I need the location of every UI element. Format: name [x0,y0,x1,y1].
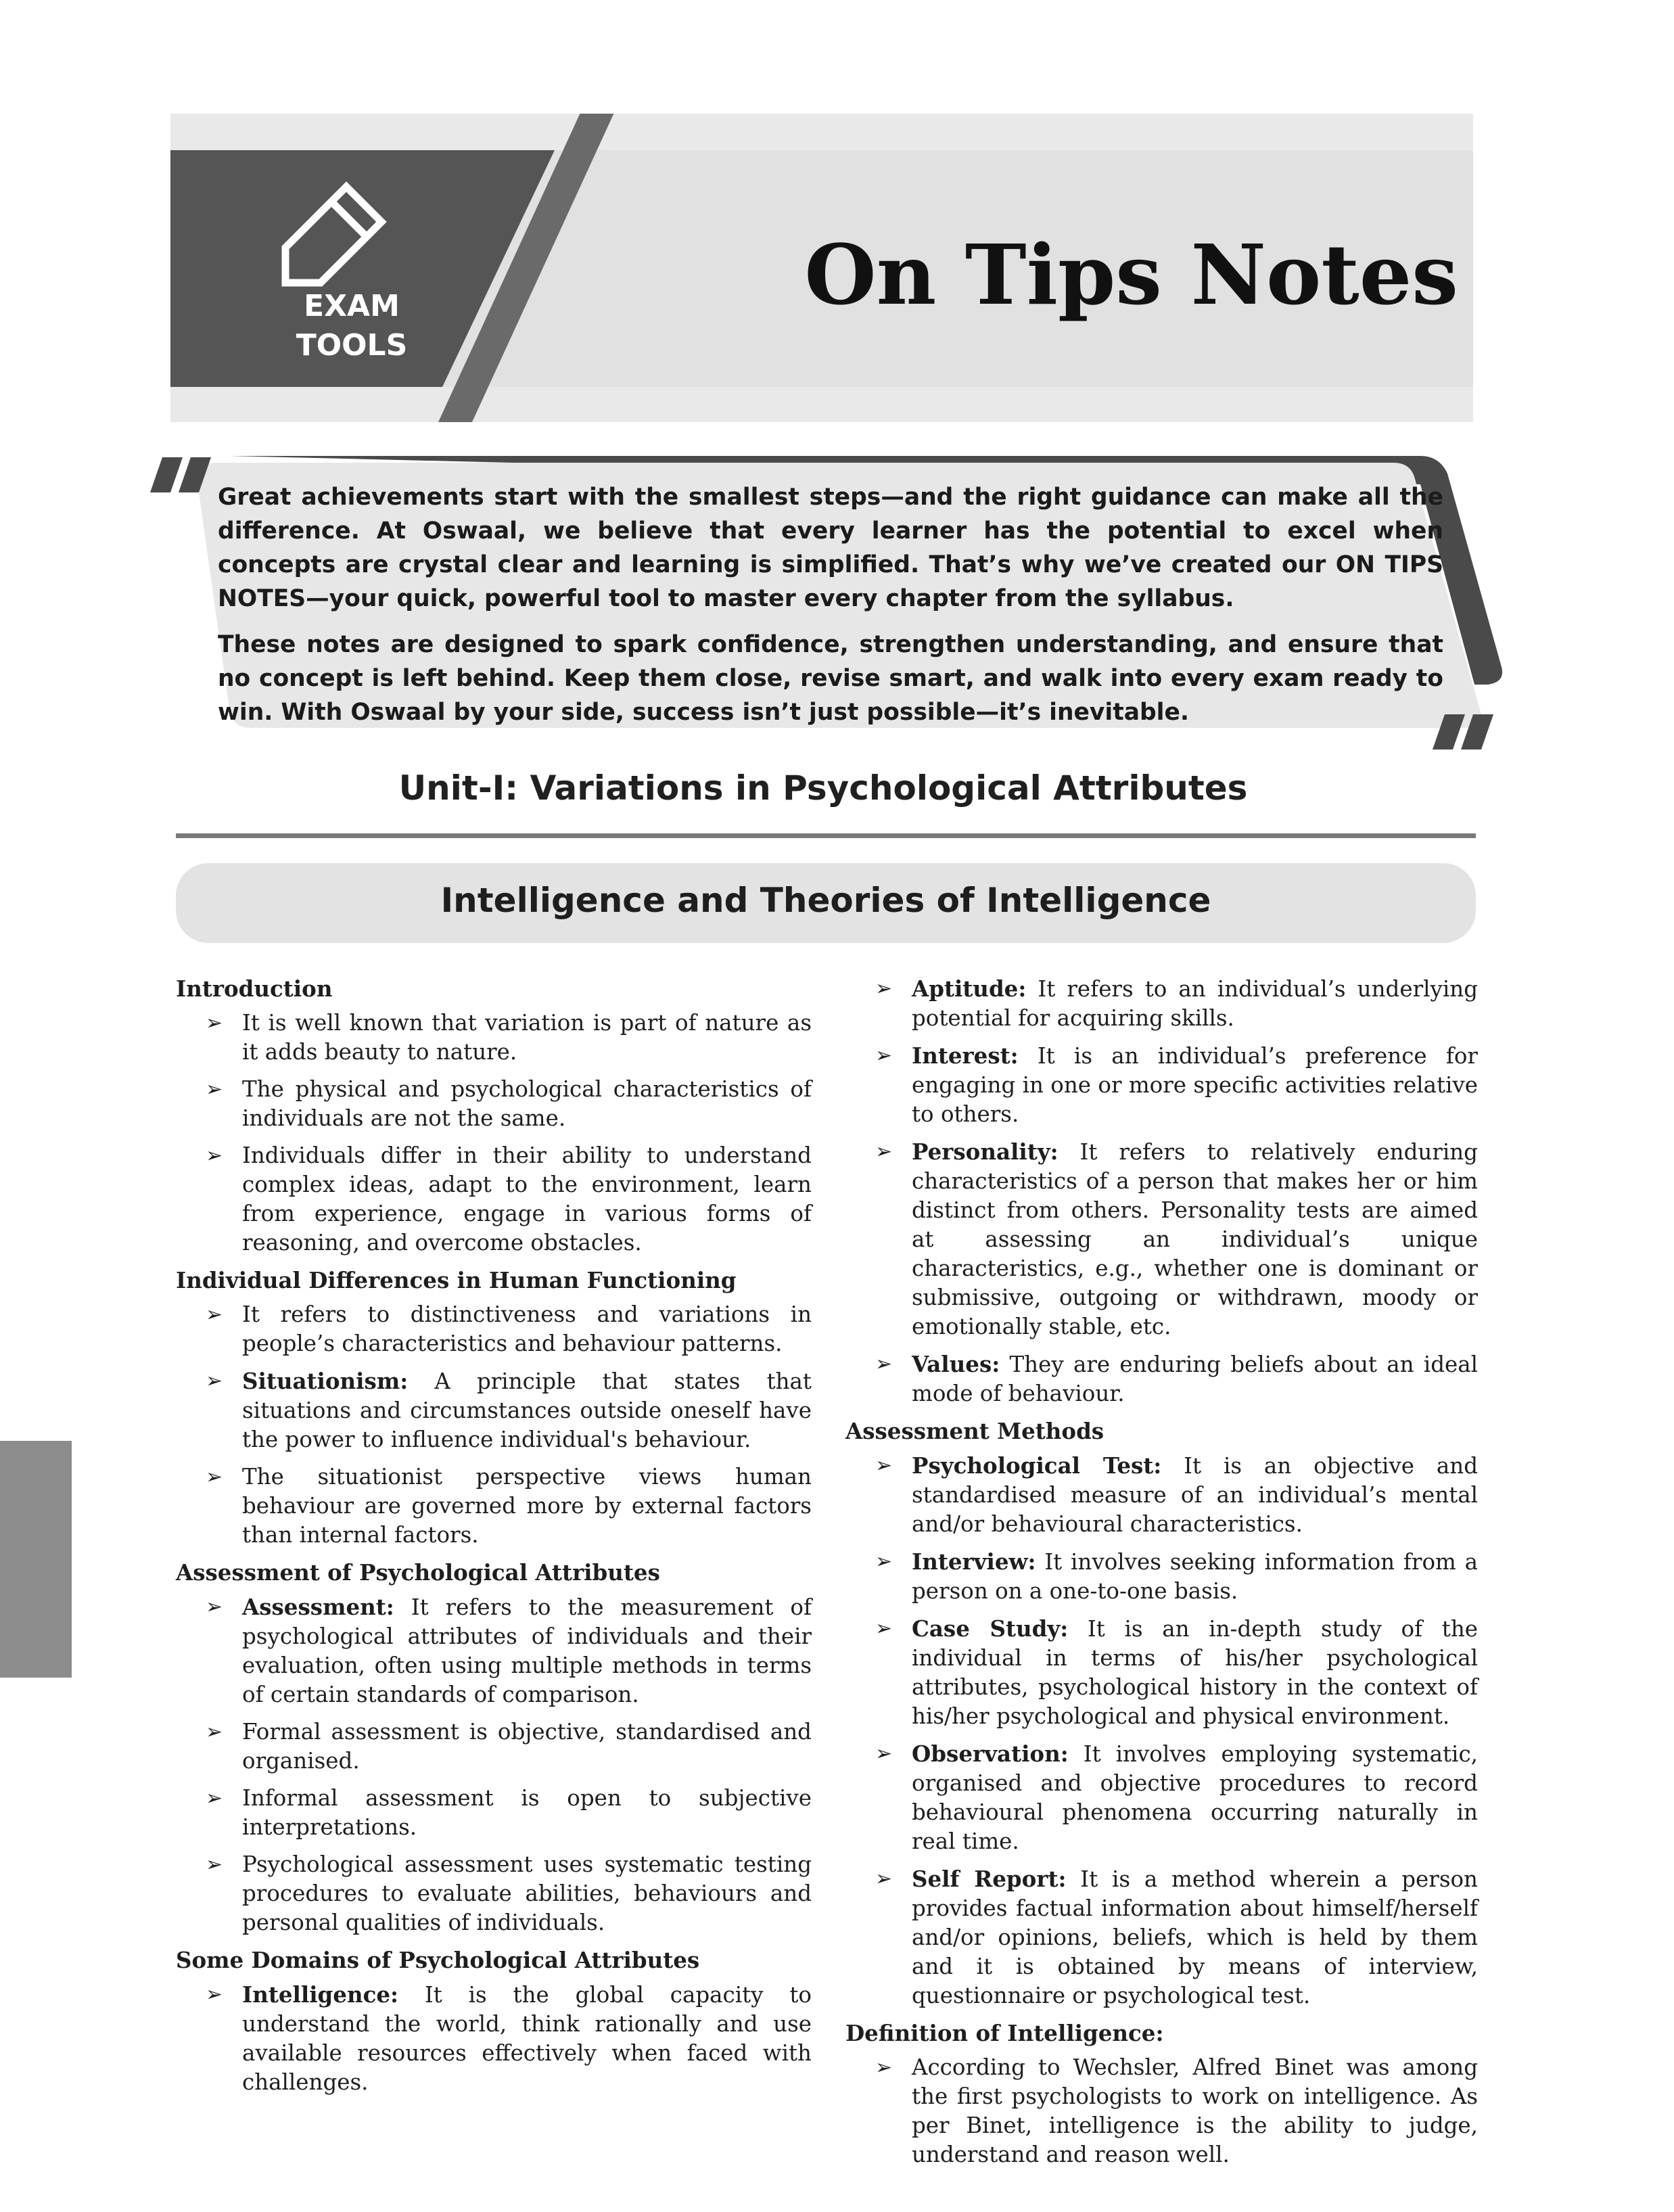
term-label: Psychological Test: [912,1452,1162,1479]
arrow-bullet-icon: ➢ [206,1078,223,1101]
arrow-bullet-icon: ➢ [875,1454,893,1477]
list-item [845,1350,1478,1408]
term-label: Case Study: [912,1615,1069,1642]
bullet-list [176,1592,812,1937]
list-item [845,1864,1478,2010]
list-item [176,1592,812,1709]
arrow-bullet-icon: ➢ [875,1867,893,1891]
item-text: It is an objective and standardised measure of an individual’s mental and/or behavioural characteristics. [912,1453,1478,1537]
term-label: Interest: [912,1042,1019,1069]
left-column [176,974,812,2105]
arrow-bullet-icon: ➢ [206,1853,223,1876]
item-text: It involves employing systematic, organised and objective procedures to record behavioural phenomena occurring naturally in real time. [912,1741,1478,1854]
list-item [176,1462,812,1550]
exam-tools-badge: EXAM TOOLS [296,289,408,363]
subsection-heading: Some Domains of Psychological Attributes [176,1947,700,1973]
item-text: Formal assessment is objective, standardised and organised. [242,1719,812,1774]
item-text: They are enduring beliefs about an ideal mode of behaviour. [912,1352,1478,1406]
bullet-list [176,1009,812,1258]
list-item [845,1451,1478,1539]
arrow-bullet-icon: ➢ [875,2056,893,2079]
list-item [176,1009,812,1067]
item-text: It is the global capacity to understand the world, think rationally and use available resources effectively when faced with challenges. [242,1982,812,2095]
term-label: Personality: [912,1138,1059,1165]
arrow-bullet-icon: ➢ [206,1303,223,1327]
subsection-heading: Assessment of Psychological Attributes [176,1559,660,1586]
item-text: It refers to the measurement of psychological attributes of individuals and their evaluation, often using multiple methods in terms of certain standards of comparison. [242,1594,812,1707]
arrow-bullet-icon: ➢ [206,1369,223,1393]
term-label: Values: [912,1351,1000,1377]
item-text: It is an individual’s preference for engaging in one or more specific activities relative to others. [912,1043,1478,1127]
term-label: Situationism: [242,1368,409,1394]
item-text: Individuals differ in their ability to understand complex ideas, adapt to the environment, learn from experience, engage in various forms of reasoning, and overcome obstacles. [242,1143,812,1255]
page-title: On Tips Notes [804,226,1458,323]
bullet-list [176,1300,812,1550]
arrow-bullet-icon: ➢ [206,1787,223,1810]
list-item [176,1718,812,1776]
section-title: Intelligence and Theories of Intelligence [440,881,1211,920]
bullet-list [845,2053,1478,2169]
intro-paragraph: These notes are designed to spark confidence, strengthen understanding, and ensure that no concept is left behind. Keep them close, revise smart, and walk into every exam ready to win. With Oswaal by your side, success isn’t just possible—it’s inevitable. [218,631,1443,726]
item-text: It is well known that variation is part of nature as it adds beauty to nature. [242,1010,812,1065]
item-text: Psychological assessment uses systematic testing procedures to evaluate abilities, behaviours and personal qualities of individuals. [242,1851,812,1935]
list-item [845,1137,1478,1341]
arrow-bullet-icon: ➢ [875,977,893,1000]
item-text: It refers to relatively enduring characteristics of a person that makes her or him distinct from others. Personality tests are aimed at assessing an individual’s unique characteristics, e.g., whether one is dominant or submissive, outgoing or withdrawn, moody or emotionally stable, etc. [912,1139,1478,1339]
term-label: Self Report: [912,1866,1067,1892]
list-item [176,1300,812,1358]
subsection-heading: Individual Differences in Human Functioning [176,1267,737,1293]
item-text: It is an in-depth study of the individual in terms of his/her psychological attributes, psychological history in the context of his/her psychological and physical environment. [912,1616,1478,1729]
list-item [176,1784,812,1842]
list-item [176,1366,812,1454]
unit-divider [176,833,1476,838]
item-text: It refers to an individual’s underlying potential for acquiring skills. [912,976,1478,1031]
item-text: The physical and psychological characteristics of individuals are not the same. [242,1076,812,1131]
arrow-bullet-icon: ➢ [875,1352,893,1376]
item-text: According to Wechsler, Alfred Binet was among the first psychologists to work on intelligence. As per Binet, intelligence is the ability to judge, understand and reason well. [912,2054,1478,2167]
subsection-heading: Assessment Methods [845,1418,1105,1444]
intro-text [218,480,1443,741]
list-item [845,2053,1478,2169]
list-item [176,1980,812,2097]
list-item [845,1739,1478,1856]
term-label: Intelligence: [242,1981,399,2008]
item-text: It is a method wherein a person provides factual information about himself/herself and/or opinions, beliefs, which is held by them and it is obtained by means of interview, questionnaire or psychological test. [912,1866,1478,2008]
unit-title: Unit-I: Variations in Psychological Attributes [398,768,1248,808]
arrow-bullet-icon: ➢ [206,1144,223,1168]
arrow-bullet-icon: ➢ [875,1550,893,1573]
arrow-bullet-icon: ➢ [206,1983,223,2006]
arrow-bullet-icon: ➢ [206,1595,223,1619]
arrow-bullet-icon: ➢ [875,1044,893,1067]
list-item [176,1850,812,1937]
right-column [845,974,1478,2178]
term-label: Observation: [912,1741,1069,1767]
list-item [845,1614,1478,1731]
subsection-heading: Introduction [176,975,333,1002]
item-text: It involves seeking information from a person on a one-to-one basis. [912,1549,1478,1604]
arrow-bullet-icon: ➢ [875,1617,893,1640]
bullet-list [176,1980,812,2097]
list-item [176,1075,812,1133]
subsection-heading: Definition of Intelligence: [845,2020,1164,2046]
item-text: It refers to distinctiveness and variations in people’s characteristics and behaviour patterns. [242,1301,812,1356]
side-tab-marker [0,1441,72,1678]
arrow-bullet-icon: ➢ [206,1720,223,1744]
list-item [845,974,1478,1033]
arrow-bullet-icon: ➢ [206,1011,223,1035]
header-banner [170,114,1473,422]
intro-paragraph: Great achievements start with the smallest steps—and the right guidance can make all the difference. At Oswaal, we believe that every learner has the potential to excel when concepts are crystal clear and learning is simplified. That’s why we’ve created our ON TIPS NOTES—your quick, powerful tool to master every chapter from the syllabus. [218,484,1443,612]
arrow-bullet-icon: ➢ [875,1742,893,1766]
list-item [845,1041,1478,1129]
item-text: A principle that states that situations and circumstances outside oneself have the power to influence individual's behaviour. [242,1368,812,1452]
arrow-bullet-icon: ➢ [875,1140,893,1163]
list-item [845,1547,1478,1606]
item-text: The situationist perspective views human behaviour are governed more by external factors than internal factors. [242,1464,812,1548]
term-label: Assessment: [242,1594,394,1620]
bullet-list [845,974,1478,1408]
item-text: Informal assessment is open to subjective interpretations. [242,1785,812,1840]
term-label: Interview: [912,1548,1036,1575]
bullet-list [845,1451,1478,2010]
list-item [176,1141,812,1258]
term-label: Aptitude: [912,975,1027,1002]
arrow-bullet-icon: ➢ [206,1465,223,1489]
